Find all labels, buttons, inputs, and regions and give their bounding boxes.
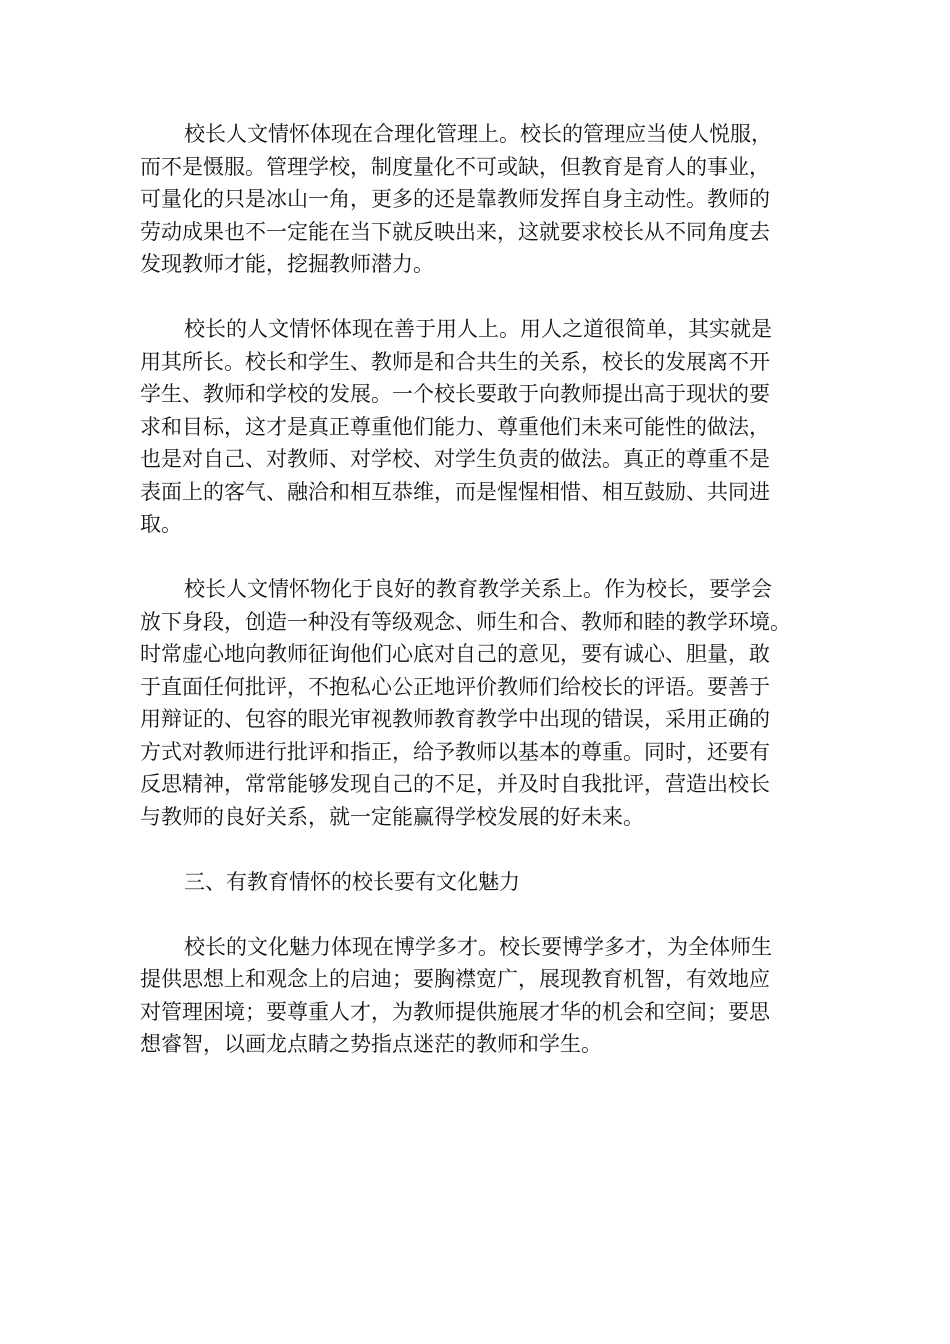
- paragraph-line: 对管理困境；要尊重人才，为教师提供施展才华的机会和空间；要思: [140, 999, 770, 1024]
- paragraph-line: 表面上的客气、融洽和相互恭维，而是惺惺相惜、相互鼓励、共同进: [140, 479, 770, 504]
- paragraph-line: 用其所长。校长和学生、教师是和合共生的关系，校长的发展离不开: [140, 349, 770, 374]
- paragraph-gap: [140, 281, 815, 314]
- paragraph-line: 也是对自己、对教师、对学校、对学生负责的做法。真正的尊重不是: [140, 447, 770, 471]
- paragraph-line: 用辩证的、包容的眼光审视教师教育教学中出现的错误，采用正确的: [140, 707, 770, 731]
- section-heading: [140, 866, 815, 899]
- paragraph-line: 时常虚心地向教师征询他们心底对自己的意见，要有诚心、胆量，敢: [140, 642, 770, 666]
- paragraph-line: 校长的文化魅力体现在博学多才。校长要博学多才，为全体师生: [184, 934, 772, 959]
- paragraph-line: 反思精神，常常能够发现自己的不足，并及时自我批评，营造出校长: [140, 772, 770, 796]
- section-heading-text: 三、有教育情怀的校长要有文化魅力: [184, 869, 520, 894]
- paragraph-4: [140, 931, 815, 1061]
- paragraph-line: 学生、教师和学校的发展。一个校长要敢于向教师提出高于现状的要: [140, 382, 770, 406]
- paragraph-3: [140, 573, 815, 833]
- paragraph-line: 可量化的只是冰山一角，更多的还是靠教师发挥自身主动性。教师的: [140, 187, 770, 211]
- paragraph-line: 校长人文情怀物化于良好的教育教学关系上。作为校长，要学会: [184, 577, 772, 601]
- document-body: [140, 118, 815, 1061]
- paragraph-line: 与教师的良好关系，就一定能赢得学校发展的好未来。: [140, 804, 644, 829]
- paragraph-gap: [140, 833, 815, 866]
- paragraph-line: 取。: [140, 512, 182, 536]
- paragraph-1: [140, 118, 815, 281]
- paragraph-line: 想睿智，以画龙点睛之势指点迷茫的教师和学生。: [140, 1032, 602, 1056]
- paragraph-gap: [140, 898, 815, 931]
- paragraph-line: 求和目标，这才是真正尊重他们能力、尊重他们未来可能性的做法，: [140, 414, 770, 439]
- paragraph-line: 校长的人文情怀体现在善于用人上。用人之道很简单，其实就是: [184, 317, 772, 341]
- paragraph-gap: [140, 541, 815, 574]
- paragraph-line: 放下身段，创造一种没有等级观念、师生和合、教师和睦的教学环境。: [140, 609, 791, 634]
- paragraph-line: 劳动成果也不一定能在当下就反映出来，这就要求校长从不同角度去: [140, 219, 770, 244]
- paragraph-line: 提供思想上和观念上的启迪；要胸襟宽广，展现教育机智，有效地应: [140, 967, 770, 991]
- paragraph-line: 于直面任何批评，不抱私心公正地评价教师们给校长的评语。要善于: [140, 674, 770, 699]
- paragraph-2: [140, 313, 815, 541]
- paragraph-line: 方式对教师进行批评和指正，给予教师以基本的尊重。同时，还要有: [140, 739, 770, 764]
- paragraph-line: 发现教师才能，挖掘教师潜力。: [140, 252, 434, 276]
- paragraph-line: 而不是慑服。管理学校，制度量化不可或缺，但教育是育人的事业，: [140, 154, 770, 179]
- paragraph-line: 校长人文情怀体现在合理化管理上。校长的管理应当使人悦服，: [184, 122, 772, 146]
